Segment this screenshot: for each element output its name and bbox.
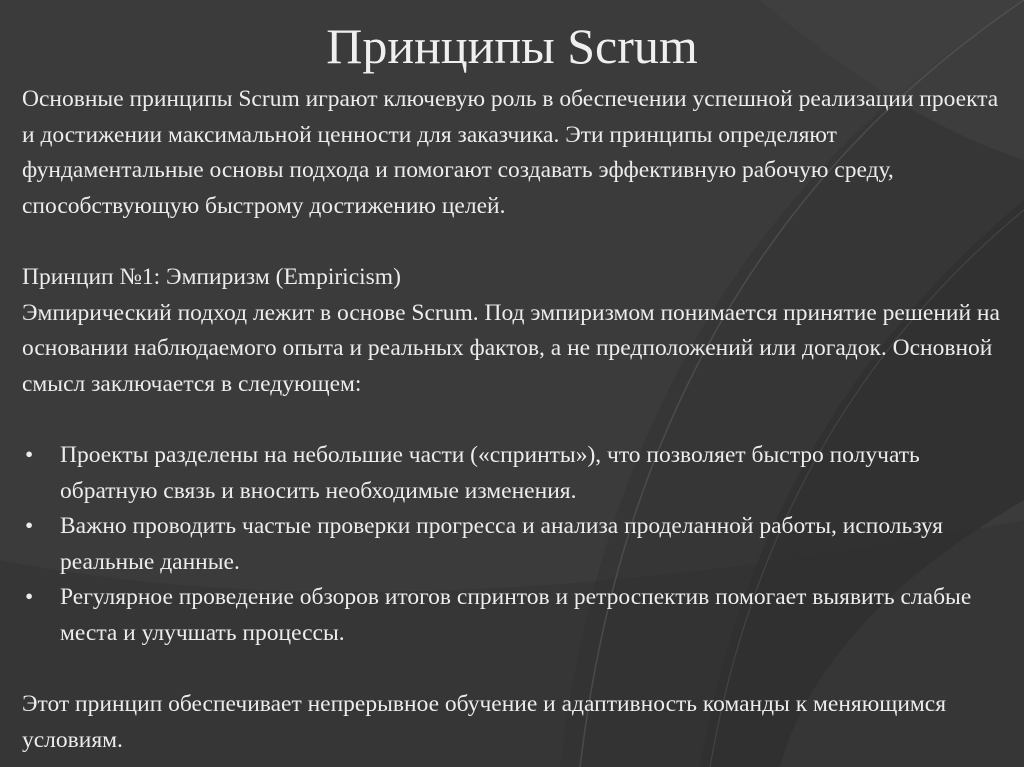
spacer xyxy=(22,402,1012,438)
principle-heading: Принцип №1: Эмпиризм (Empiricism) xyxy=(22,263,401,290)
list-item xyxy=(22,580,1012,651)
list-item-text: Проекты разделены на небольшие части («спринты»), что позволяет быстро получать обратную связь и вносить необходимые изменения. xyxy=(60,441,920,504)
slide-body xyxy=(22,82,1012,758)
list-item-text: Регулярное проведение обзоров итогов спринтов и ретроспектив помогает выявить слабые места и улучшать процессы. xyxy=(60,584,972,646)
list-item-text: Важно проводить частые проверки прогресса и анализа проделанной работы, используя реальные данные. xyxy=(60,513,943,575)
spacer xyxy=(22,652,1012,688)
slide-title: Принципы Scrum xyxy=(326,18,698,74)
spacer xyxy=(22,224,1012,260)
list-item xyxy=(22,438,1012,509)
bullet-icon: • xyxy=(25,513,34,540)
bullet-icon: • xyxy=(25,584,34,611)
bullet-icon: • xyxy=(25,441,34,468)
intro-paragraph: Основные принципы Scrum играют ключевую роль в обеспечении успешной реализации проекта и достижении максимальной ценности для заказчика. Эти принципы определяют фундаментальные основы подхода и помогают создавать эффективную рабочую среду, способствующую быстрому достижению целей. xyxy=(22,86,999,219)
list-item xyxy=(22,509,1012,580)
conclusion-paragraph: Этот принцип обеспечивает непрерывное обучение и адаптивность команды к меняющимся условиям. xyxy=(22,691,947,753)
principle-paragraph: Эмпирический подход лежит в основе Scrum. Под эмпиризмом понимается принятие решений на основании наблюдаемого опыта и реальных фактов, а не предположений или догадок. Основной смысл заключается в следующем: xyxy=(22,299,1000,397)
bullet-list xyxy=(22,438,1012,652)
